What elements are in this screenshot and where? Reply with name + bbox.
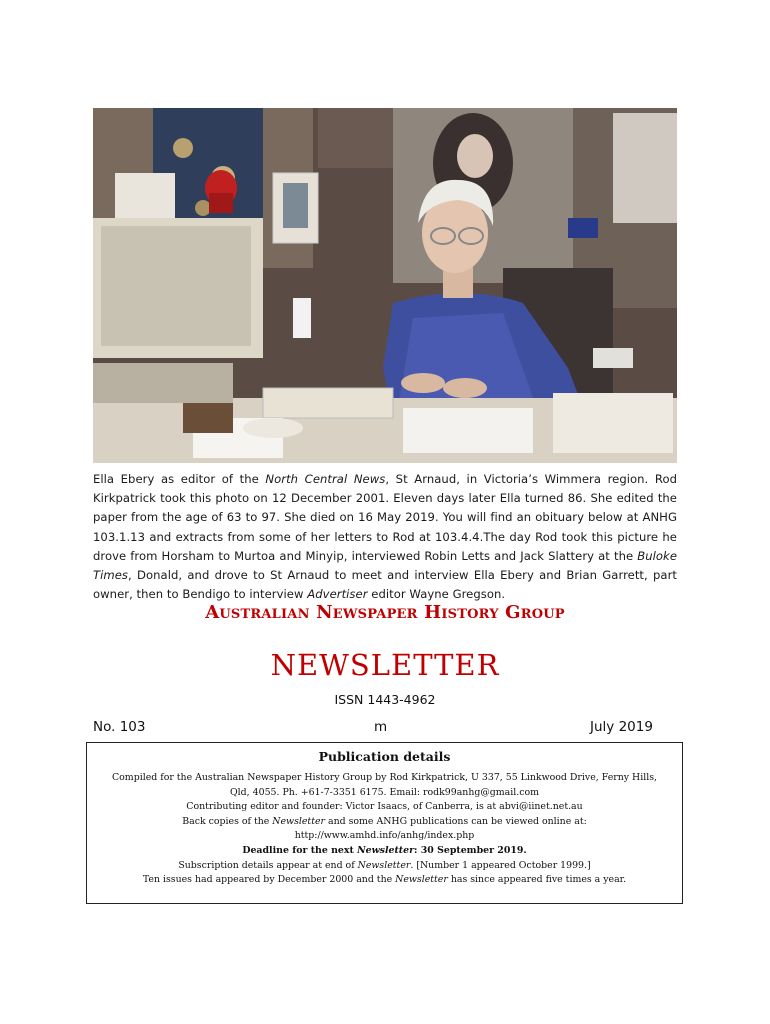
pub-line-6b: Newsletter bbox=[357, 844, 415, 856]
publication-details-box bbox=[86, 742, 683, 904]
pub-line-7b: Newsletter bbox=[357, 859, 411, 871]
caption-seg-5: , Donald, and drove to St Arnaud to meet and interview Ella Ebery and Brian Garrett, part owner, then to Bendigo to interview bbox=[93, 568, 677, 602]
pub-line-2: Qld, 4055. Ph. +61-7-3351 6175. Email: rodk99anhg@gmail.com bbox=[230, 786, 539, 798]
pub-line-7c: . [Number 1 appeared October 1999.] bbox=[410, 859, 591, 871]
pub-line-8b: Newsletter bbox=[395, 874, 448, 886]
pub-line-8c: has since appeared five times a year. bbox=[447, 874, 627, 886]
caption-text bbox=[93, 470, 677, 604]
pub-url[interactable]: http://www.amhd.info/anhg/index.php bbox=[294, 830, 475, 842]
issue-number: No. 103 bbox=[93, 719, 146, 735]
photo-caption bbox=[93, 470, 677, 604]
group-title: Australian Newspaper History Group bbox=[205, 602, 565, 623]
pub-line-4c: and some ANHG publications can be viewed online at: bbox=[325, 815, 587, 827]
pub-line-4a: Back copies of the bbox=[182, 815, 273, 827]
pub-line-8 bbox=[95, 873, 674, 888]
publication-details-body bbox=[87, 771, 682, 888]
pub-line-6c: : 30 September 2019. bbox=[414, 844, 527, 856]
cover-photo bbox=[93, 108, 677, 463]
caption-seg-3: , St Arnaud, in Victoria’s Wimmera region. Rod Kirkpatrick took this photo on 12 December 2001. Eleven days later Ella turned 86. She edited the paper from the age of 63 to 97. She died on 16 May 2019. You will find an obituary below at ANHG 103.1.13 and extracts from some of her letters to Rod at 103.4.4.The day Rod took this picture he drove from Horsham to Murtoa and Minyip, interviewed Robin Letts and Jack Slattery at the bbox=[93, 472, 678, 563]
issue-date: July 2019 bbox=[590, 719, 653, 735]
caption-seg-1: Ella Ebery as editor of the bbox=[93, 472, 266, 486]
newsletter-title: NEWSLETTER bbox=[270, 648, 500, 682]
issue-mid-mark: m bbox=[374, 719, 388, 735]
publication-details-heading: Publication details bbox=[318, 749, 451, 764]
caption-paper-title: North Central News bbox=[265, 472, 386, 486]
pub-line-7a: Subscription details appear at end of bbox=[178, 859, 358, 871]
pub-deadline bbox=[95, 844, 674, 859]
pub-line-4 bbox=[95, 815, 674, 830]
caption-paper-title-3: Advertiser bbox=[307, 587, 368, 602]
pub-line-4b: Newsletter bbox=[272, 815, 325, 827]
caption-paper-title-2: Buloke Times bbox=[93, 548, 677, 583]
pub-line-6a: Deadline for the next bbox=[242, 844, 358, 856]
pub-line-1: Compiled for the Australian Newspaper History Group by Rod Kirkpatrick, U 337, 55 Linkwood Drive, Ferny Hills, bbox=[111, 772, 658, 783]
pub-line-8a: Ten issues had appeared by December 2000 and the bbox=[142, 874, 396, 886]
pub-line-3: Contributing editor and founder: Victor Isaacs, of Canberra, is at abvi@iinet.net.au bbox=[186, 801, 583, 813]
caption-seg-7: editor Wayne Gregson. bbox=[367, 587, 506, 602]
issn: ISSN 1443-4962 bbox=[334, 692, 436, 707]
cover-photo-illustration bbox=[93, 108, 677, 463]
pub-line-7 bbox=[95, 859, 674, 874]
